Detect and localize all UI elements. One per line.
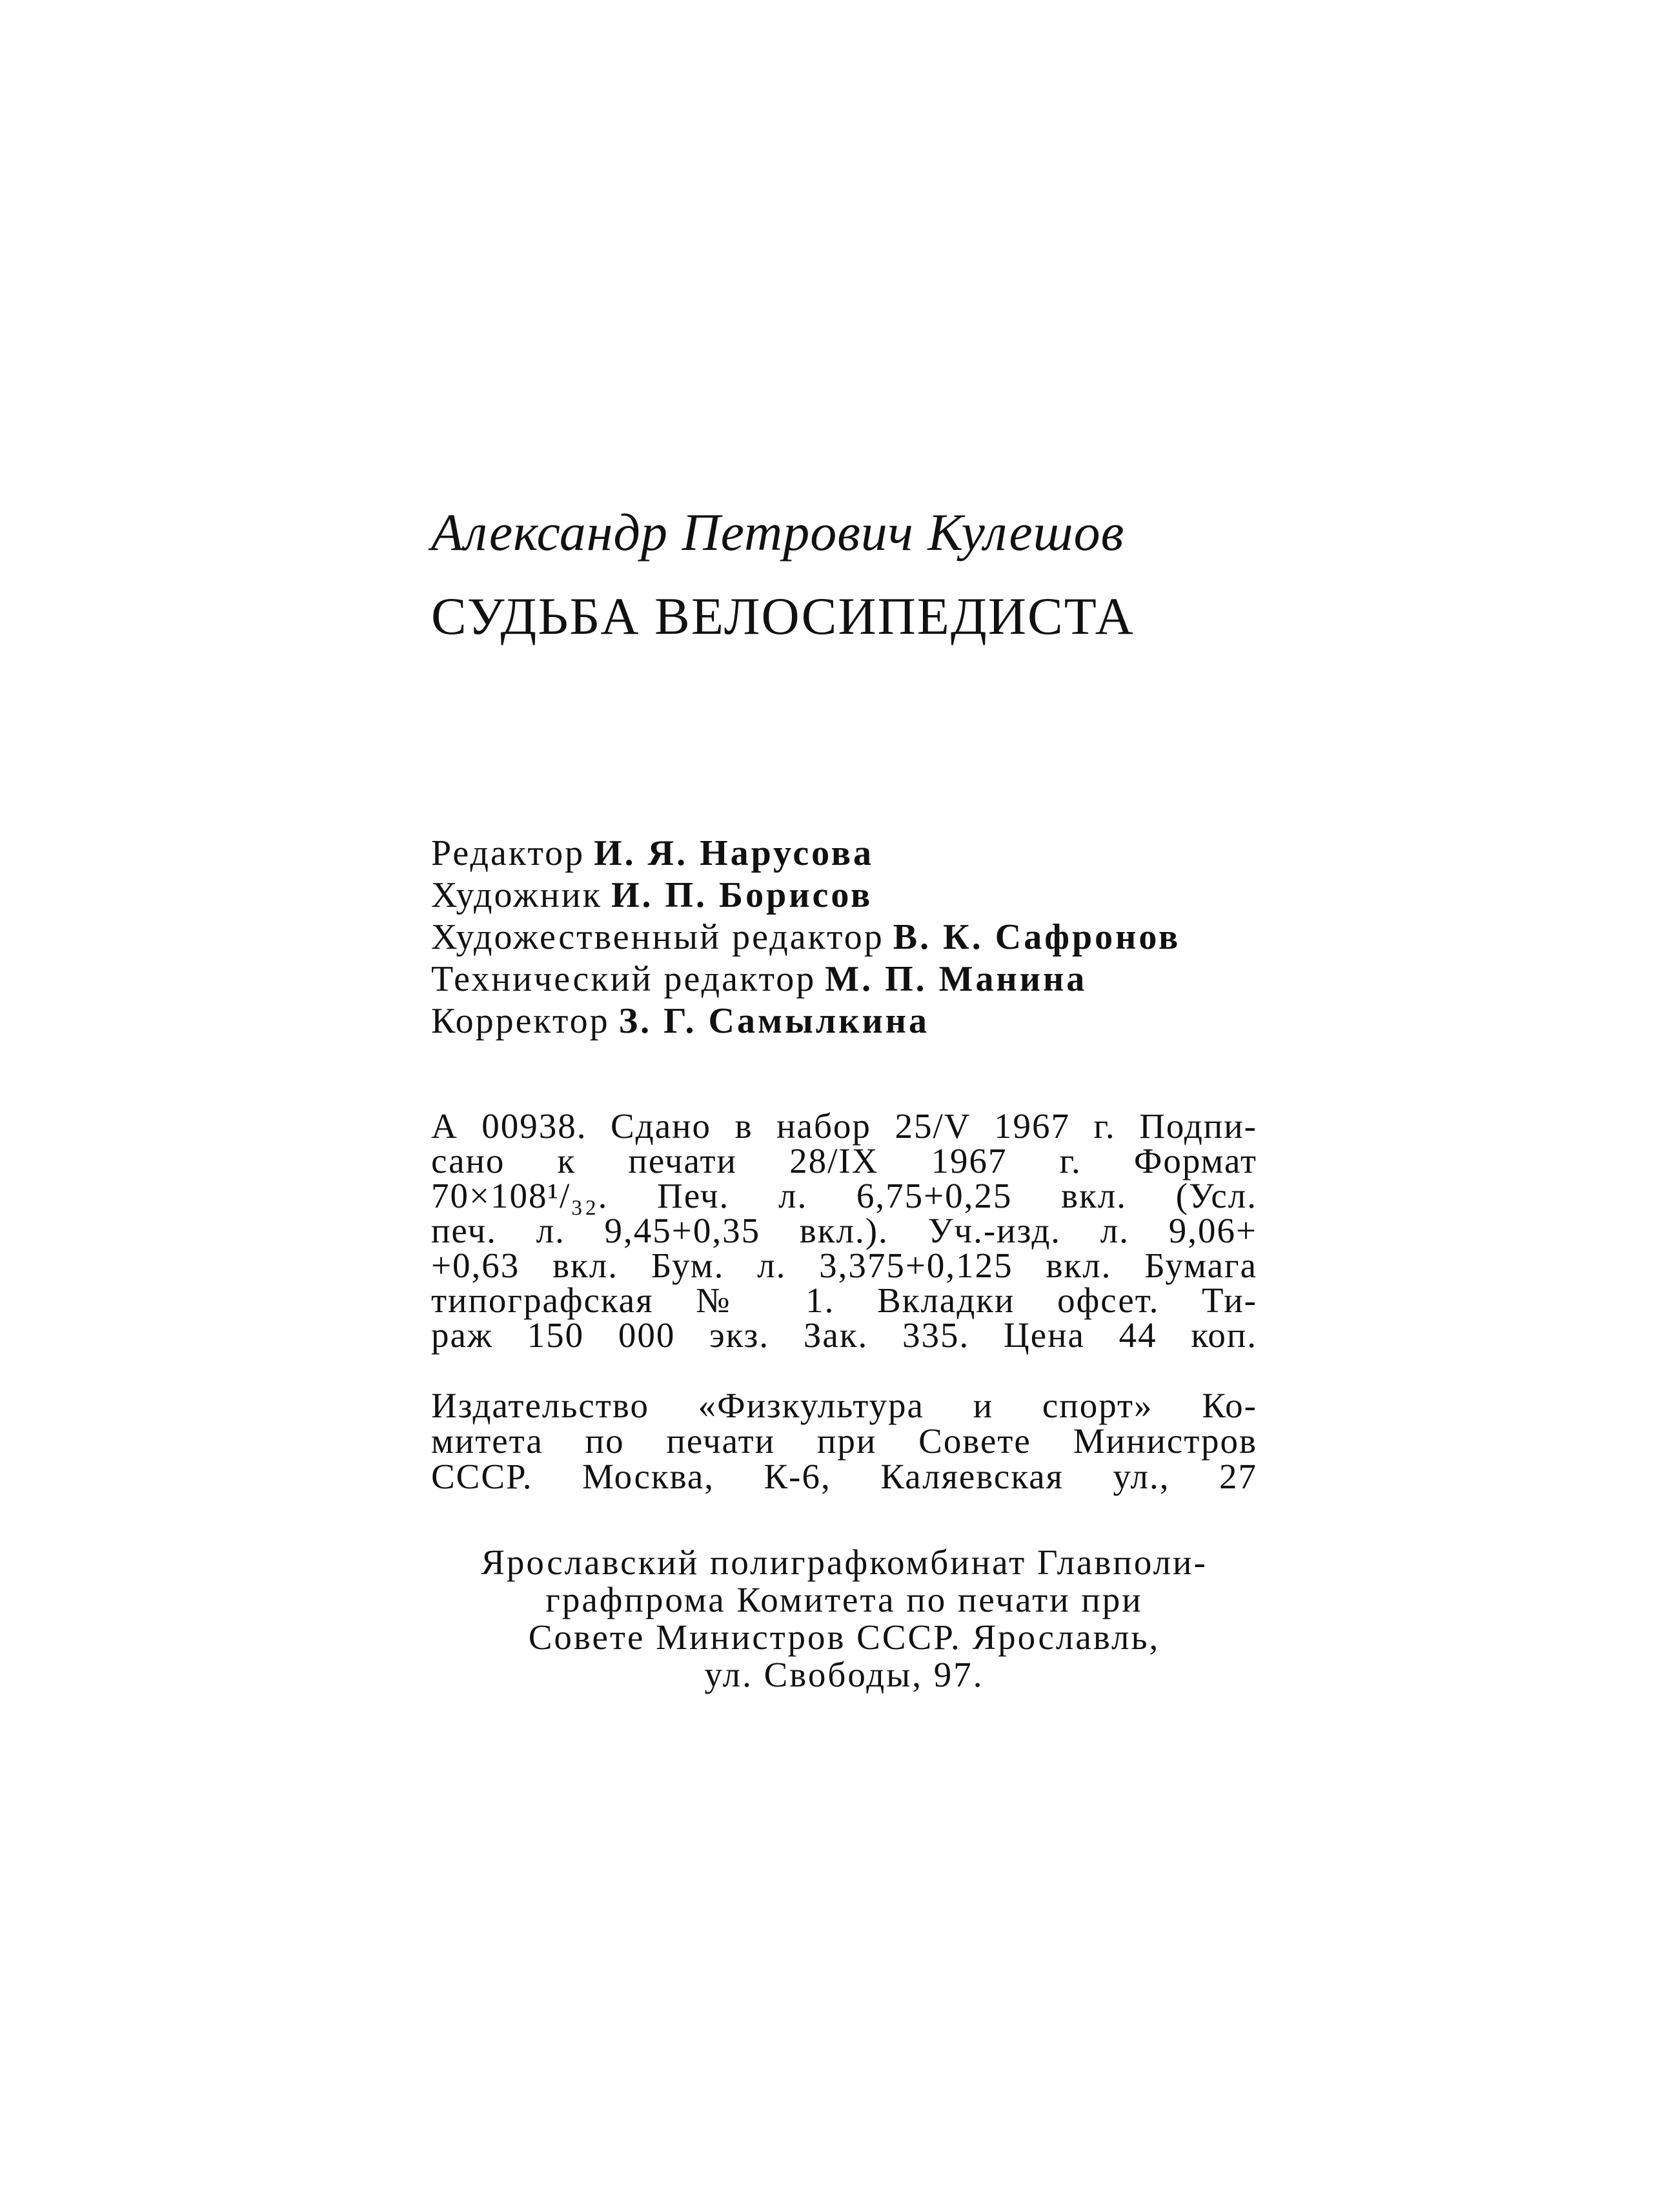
book-title: СУДЬБА ВЕЛОСИПЕДИСТА xyxy=(431,587,1135,645)
credit-role: Корректор xyxy=(431,1001,610,1041)
credit-art-editor xyxy=(431,917,1257,958)
publisher-line: СССР. Москва, К-6, Каляевская ул., 27 xyxy=(431,1457,1257,1496)
imprint-line: А 00938. Сдано в набор 25/V 1967 г. Подпи- xyxy=(431,1106,1257,1146)
printer-line: графпрома Комитета по печати при xyxy=(545,1580,1143,1619)
credit-name: И. П. Борисов xyxy=(611,875,873,915)
credit-role: Редактор xyxy=(431,833,585,873)
publisher-line: митета по печати при Совете Министров xyxy=(431,1421,1257,1461)
imprint-details xyxy=(431,1106,1257,1355)
credit-name: И. Я. Нарусова xyxy=(594,833,875,873)
imprint-line: сано к печати 28/IX 1967 г. Формат xyxy=(431,1141,1257,1180)
credits-list xyxy=(431,833,1257,1042)
book-author: Александр Петрович Кулешов xyxy=(431,503,1125,562)
credit-role: Художник xyxy=(431,875,602,915)
publisher-line: Издательство «Физкультура и спорт» Ко- xyxy=(431,1386,1257,1425)
printer-line: Совете Министров СССР. Ярославль, xyxy=(528,1617,1160,1657)
printer-line: Ярославский полиграфкомбинат Главполи- xyxy=(481,1543,1208,1582)
publisher-info xyxy=(431,1388,1257,1494)
imprint-line: +0,63 вкл. Бум. л. 3,375+0,125 вкл. Бумага xyxy=(431,1246,1257,1285)
imprint-line: раж 150 000 экз. Зак. 335. Цена 44 коп. xyxy=(431,1315,1257,1355)
credit-proofreader xyxy=(431,1000,1257,1042)
credit-technical-editor xyxy=(431,958,1257,1000)
credit-name: В. К. Сафронов xyxy=(893,917,1181,957)
printer-info xyxy=(431,1544,1257,1694)
credit-name: З. Г. Самылкина xyxy=(618,1001,930,1041)
printer-line: ул. Свободы, 97. xyxy=(704,1655,984,1694)
imprint-line: типографская № 1. Вкладки офсет. Ти- xyxy=(431,1281,1257,1320)
credit-editor xyxy=(431,833,1257,875)
imprint-line: 70×108¹/₃₂. Печ. л. 6,75+0,25 вкл. (Усл. xyxy=(431,1176,1257,1215)
credit-role: Технический редактор xyxy=(431,959,816,999)
credit-role: Художественный редактор xyxy=(431,917,884,957)
credit-artist xyxy=(431,875,1257,917)
imprint-line: печ. л. 9,45+0,35 вкл.). Уч.-изд. л. 9,06+ xyxy=(431,1211,1257,1250)
credit-name: М. П. Манина xyxy=(825,959,1088,999)
